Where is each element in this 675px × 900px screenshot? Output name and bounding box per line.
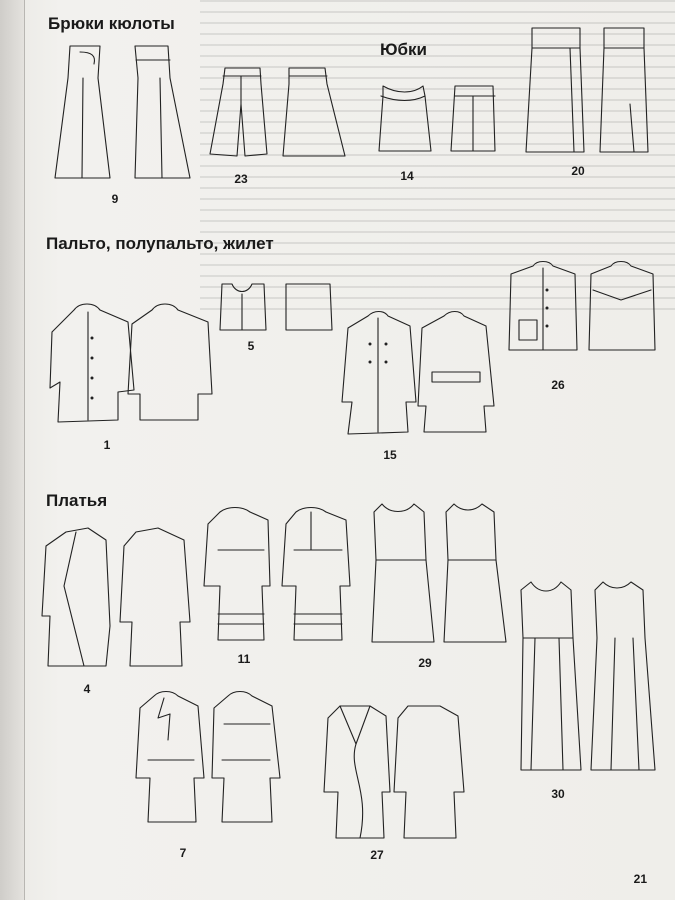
model-23-culottes-sketch (205, 64, 350, 164)
model-number-14: 14 (400, 169, 414, 183)
model-30-long-dress-sketch (515, 578, 665, 778)
model-29-dress-sketch (368, 500, 518, 650)
model-number-23: 23 (234, 172, 248, 186)
model-5-vest-sketch (218, 280, 333, 335)
model-9-culottes-sketch (50, 38, 195, 183)
model-number-1: 1 (103, 438, 111, 452)
model-number-27: 27 (370, 848, 384, 862)
model-11-dress-sketch (200, 506, 360, 646)
model-4-dress-sketch (40, 526, 200, 676)
model-number-29: 29 (418, 656, 432, 670)
model-number-30: 30 (551, 787, 565, 801)
section-title-dresses: Платья (46, 491, 108, 510)
model-15-coat-sketch (340, 312, 500, 437)
model-7-dress-sketch (132, 690, 292, 830)
model-number-7: 7 (179, 846, 187, 860)
section-title-culottes: Брюки кюлоты (48, 14, 175, 33)
model-20-skirt-sketch (522, 24, 652, 154)
section-title-coats: Пальто, полупальто, жилет (46, 234, 274, 253)
model-number-11: 11 (237, 652, 251, 666)
model-number-9: 9 (111, 192, 119, 206)
model-1-coat-sketch (48, 302, 218, 427)
model-number-5: 5 (247, 339, 255, 353)
model-number-15: 15 (383, 448, 397, 462)
model-number-4: 4 (83, 682, 91, 696)
page-number: 21 (633, 872, 647, 886)
model-14-skirt-sketch (375, 76, 500, 161)
section-title-skirts: Юбки (380, 40, 427, 59)
model-26-jacket-sketch (503, 260, 663, 360)
facing-page-edge (0, 0, 25, 900)
model-number-26: 26 (551, 378, 565, 392)
model-number-20: 20 (571, 164, 585, 178)
model-27-dress-sketch (320, 700, 470, 845)
